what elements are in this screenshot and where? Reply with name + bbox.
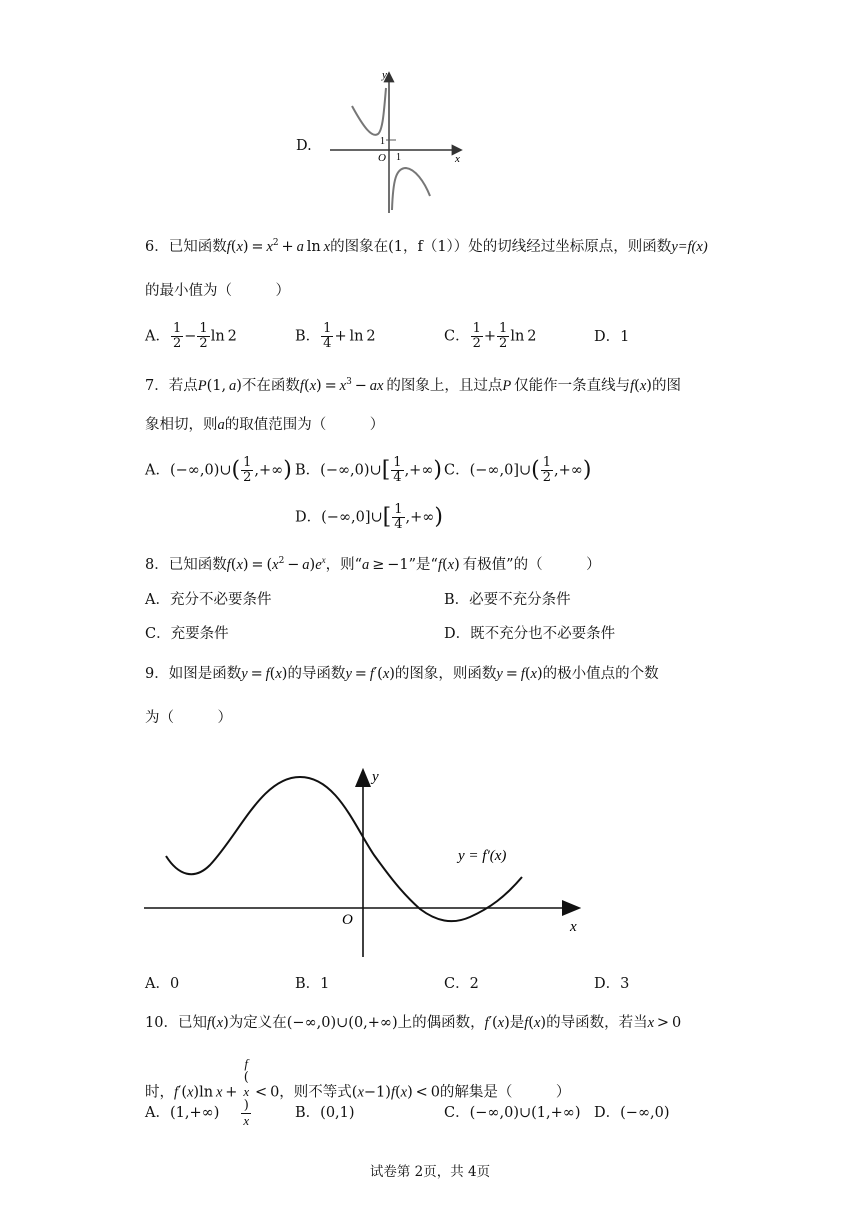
q6-option-a[interactable]: A． $\frac{1}{2}$ − $\frac{1}{2}$ ln 2 bbox=[145, 321, 237, 351]
q10-option-a[interactable]: A．(1,+∞) bbox=[145, 1105, 220, 1121]
q9-line2: 为（ ） bbox=[145, 710, 232, 726]
q10-option-d[interactable]: D．(−∞,0) bbox=[594, 1105, 670, 1121]
q7-line1: 7．若点P(1, a)不在函数$f(x) = x^3$ − ax 的图象上，且过点P 仅能作一条直线与f(x)的图 bbox=[145, 377, 681, 394]
q10-line1: 10．已知f(x)为定义在(−∞,0)∪(0,+∞)上的偶函数，f′(x)是f(x)的导函数，若当x > 0 bbox=[145, 1015, 682, 1031]
graph-d-tick-y-label: 1 bbox=[380, 136, 385, 147]
q9-x-label: x bbox=[570, 919, 577, 935]
q8-option-d[interactable]: D．既不充分也不必要条件 bbox=[444, 626, 616, 642]
q9-y-label: y bbox=[372, 769, 379, 785]
graph-d-x-label: x bbox=[455, 153, 460, 165]
q8-option-c[interactable]: C．充要条件 bbox=[145, 626, 229, 642]
q8-line1: 8．已知函数$f(x) = (x^2 - a)e^x$，则“a ≥ −1”是“f(x) 有极值”的（ ） bbox=[145, 555, 601, 573]
graph-d-tick-x-label: 1 bbox=[396, 152, 401, 163]
q7-line2: 象相切，则a的取值范围为（ ） bbox=[145, 417, 385, 433]
graph-d-curve-left bbox=[352, 88, 386, 135]
q9-option-c[interactable]: C．2 bbox=[444, 976, 479, 992]
q9-option-b[interactable]: B．1 bbox=[295, 976, 330, 992]
q9-option-a[interactable]: A．0 bbox=[145, 976, 180, 992]
graph-d-curve-right bbox=[392, 168, 430, 210]
q9-derivative-graph bbox=[140, 765, 590, 965]
q7-option-d[interactable]: D．(−∞,0]∪[ $\frac{1}{4}$ ,+∞) bbox=[295, 502, 443, 532]
q7-option-b[interactable]: B．(−∞,0)∪[ $\frac{1}{4}$ ,+∞) bbox=[295, 455, 442, 485]
q9-origin: O bbox=[342, 912, 353, 928]
graph-d-origin: O bbox=[378, 152, 386, 164]
q6-option-c[interactable]: C． $\frac{1}{2}$ + $\frac{1}{2}$ ln 2 bbox=[444, 321, 537, 351]
q6-line1: 6．已知函数$f(x) = x^2 + a$ ln x的图象在(1，f（1））处的切线经过坐标原点，则函数y=f(x) bbox=[145, 238, 708, 255]
q6-option-d[interactable]: D．1 bbox=[594, 329, 630, 345]
q9-line1: 9．如图是函数y = f(x)的导函数y = f′(x)的图象，则函数y = f(x)的极小值点的个数 bbox=[145, 666, 659, 682]
graph-d-y-label: y bbox=[382, 69, 387, 81]
page-footer: 试卷第 2页，共 4页 bbox=[369, 1164, 491, 1180]
graph-d bbox=[320, 68, 470, 218]
graph-d-label: D. bbox=[296, 138, 312, 154]
q7-option-a[interactable]: A．(−∞,0)∪( $\frac{1}{2}$ ,+∞) bbox=[145, 455, 292, 485]
q10-line2: 时，f′(x)ln x + f ( x ) x < 0，则不等式(x−1)f(x) < 0的解集是（ ） bbox=[145, 1056, 571, 1128]
q7-option-c[interactable]: C．(−∞,0]∪( $\frac{1}{2}$ ,+∞) bbox=[444, 455, 592, 485]
q10-option-c[interactable]: C．(−∞,0)∪(1,+∞) bbox=[444, 1105, 581, 1121]
q6-line2: 的最小值为（ ） bbox=[145, 283, 290, 299]
q8-option-a[interactable]: A．充分不必要条件 bbox=[145, 592, 272, 608]
q6-option-b[interactable]: B． $\frac{1}{4}$ + ln 2 bbox=[295, 321, 376, 351]
q8-option-b[interactable]: B．必要不充分条件 bbox=[444, 592, 571, 608]
q9-curve-label: y = f′(x) bbox=[458, 848, 507, 864]
q10-option-b[interactable]: B．(0,1) bbox=[295, 1105, 355, 1121]
q9-option-d[interactable]: D．3 bbox=[594, 976, 630, 992]
